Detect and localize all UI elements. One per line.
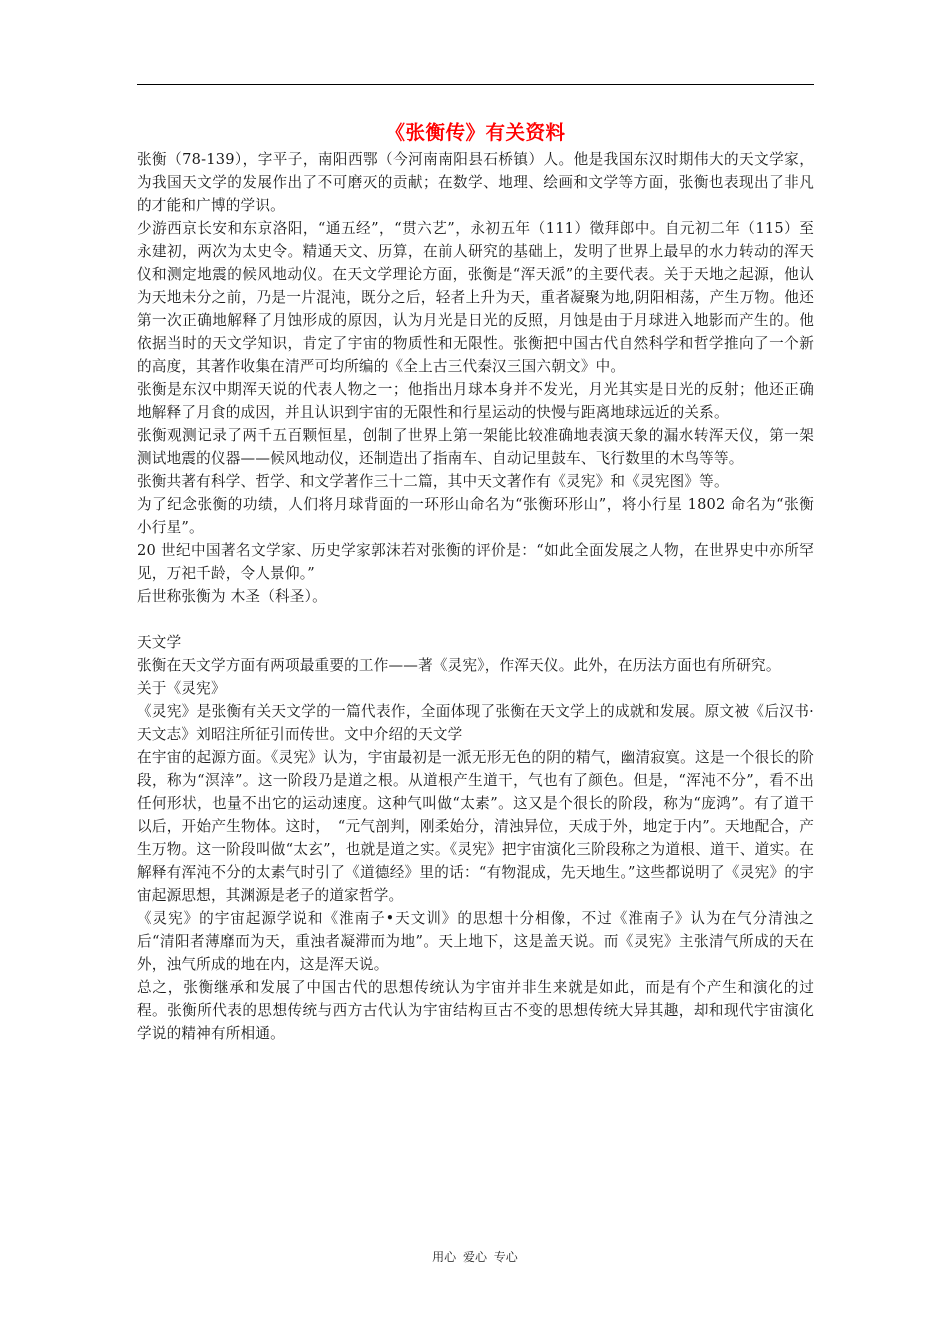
section-heading-astronomy: 天文学: [137, 634, 182, 651]
paragraph-cosmic-origin: 在宇宙的起源方面。《灵宪》认为，宇宙最初是一派无形无色的阴的精气，幽清寂寞。这是一个很长的阶段，称为“溟涬”。这一阶段乃是道之根。从道根产生道干，气也有了颜色。但是，“浑沌不分”，看不出任何形状，也量不出它的运动速度。这种气叫做“太素”。这又是个很长的阶段，称为“庞鸿”。有了道干以后，开始产生物体。这时， “元气剖判，刚柔始分，清浊异位，天成于外，地定于内”。天地配合，产生万物。这一阶段叫做“太玄”，也就是道之实。《灵宪》把宇宙演化三阶段称之为道根、道干、道实。在解释有浑沌不分的太素气时引了《道德经》里的话：“有物混成，先天地生。”这些都说明了《灵宪》的宇宙起源思想，其渊源是老子的道家哲学。: [137, 749, 814, 904]
paragraph-works: 张衡共著有科学、哲学、和文学著作三十二篇，其中天文著作有《灵宪》和《灵宪图》等。: [137, 473, 729, 490]
paragraph-biography: 少游西京长安和东京洛阳，“通五经”，“贯六艺”，永初五年（111）徵拜郎中。自元初二年（115）至永建初，两次为太史令。精通天文、历算，在前人研究的基础上，发明了世界上最早的水力转动的浑天仪和测定地震的候风地动仪。在天文学理论方面，张衡是“浑天派”的主要代表。关于天地之起源，他认为天地未分之前，乃是一片混沌，既分之后，轻者上升为天，重者凝聚为地,阴阳相荡，产生万物。他还第一次正确地解释了月蚀形成的原因，认为月光是日光的反照，月蚀是由于月球进入地影而产生的。他依据当时的天文学知识，肯定了宇宙的物质性和无限性。张衡把中国古代自然科学和哲学推向了一个新的高度，其著作收集在清严可均所编的《全上古三代秦汉三国六朝文》中。: [137, 220, 814, 375]
paragraph-title-honor: 后世称张衡为 木圣（科圣）。: [137, 588, 327, 605]
subheading-lingxian: 关于《灵宪》: [137, 680, 226, 697]
paragraph-conclusion: 总之，张衡继承和发展了中国古代的思想传统认为宇宙并非生来就是如此，而是有个产生和演化的过程。张衡所代表的思想传统与西方古代认为宇宙结构亘古不变的思想传统大异其趣，却和现代宇宙演化学说的精神有所相通。: [137, 979, 814, 1042]
paragraph-evaluation: 20 世纪中国著名文学家、历史学家郭沫若对张衡的评价是：“如此全面发展之人物，在世界史中亦所罕见，万祀千龄，令人景仰。”: [137, 542, 814, 582]
paragraph-lingxian-intro: 《灵宪》是张衡有关天文学的一篇代表作，全面体现了张衡在天文学上的成就和发展。原文被《后汉书·天文志》刘昭注所征引而传世。文中介绍的天文学: [137, 703, 814, 743]
document-title: 《张衡传》有关资料: [385, 121, 566, 144]
paragraph-huainanzi: 《灵宪》的宇宙起源学说和《淮南子•天文训》的思想十分相像，不过《淮南子》认为在气分清浊之后“清阳者薄靡而为天，重浊者凝滞而为地”。天上地下，这是盖天说。而《灵宪》主张清气所成的天在外，浊气所成的地在内，这是浑天说。: [137, 910, 814, 973]
page-footer: 用心 爱心 专心: [432, 1250, 518, 1264]
paragraph-hun-tian: 张衡是东汉中期浑天说的代表人物之一；他指出月球本身并不发光，月光其实是日光的反射；他还正确地解释了月食的成因，并且认识到宇宙的无限性和行星运动的快慢与距离地球远近的关系。: [137, 381, 814, 421]
blank-line: [137, 608, 814, 631]
paragraph-astronomy-work: 张衡在天文学方面有两项最重要的工作——著《灵宪》，作浑天仪。此外，在历法方面也有所研究。: [137, 657, 781, 674]
header-rule: [137, 84, 814, 85]
paragraph-commemoration: 为了纪念张衡的功绩，人们将月球背面的一环形山命名为“张衡环形山”，将小行星 1802 命名为“张衡小行星”。: [137, 496, 814, 536]
paragraph-inventions: 张衡观测记录了两千五百颗恒星，创制了世界上第一架能比较准确地表演天象的漏水转浑天仪，第一架测试地震的仪器——候风地动仪，还制造出了指南车、自动记里鼓车、飞行数里的木鸟等等。: [137, 427, 814, 467]
document-body: [137, 148, 814, 1045]
paragraph-intro: 张衡（78-139），字平子，南阳西鄂（今河南南阳县石桥镇）人。他是我国东汉时期伟大的天文学家，为我国天文学的发展作出了不可磨灭的贡献；在数学、地理、绘画和文学等方面，张衡也表现出了非凡的才能和广博的学识。: [137, 151, 814, 214]
